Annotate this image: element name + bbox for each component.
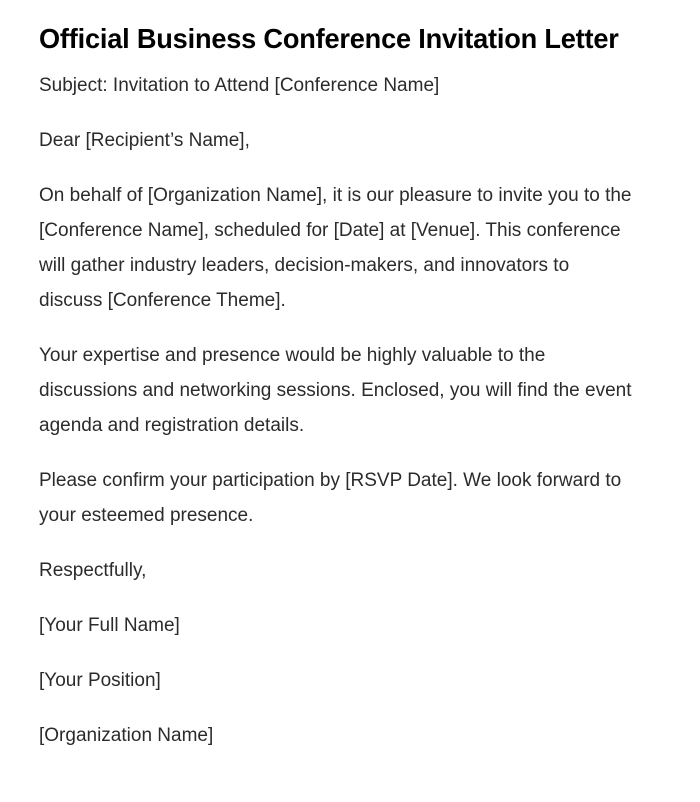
closing-salutation: Respectfully, [39,560,147,581]
signature-organization: [Organization Name] [39,725,214,746]
page-title: Official Business Conference Invitation Letter [39,23,619,54]
salutation: Dear [Recipient’s Name], [39,130,250,151]
body-paragraph-3: Please confirm your participation by [RSVP Date]. We look forward to your esteemed presence. [39,470,622,526]
body-paragraph-1: On behalf of [Organization Name], it is our pleasure to invite you to the [Conference Name], scheduled for [Date] at [Venue]. This conference will gather industry leaders, decision-makers, and innovators to discuss [Conference Theme]. [39,185,632,311]
subject-line: Subject: Invitation to Attend [Conference Name] [39,75,440,96]
letter-body [39,22,639,753]
body-paragraph-2: Your expertise and presence would be highly valuable to the discussions and networking sessions. Enclosed, you will find the event agenda and registration details. [39,345,632,436]
signature-position: [Your Position] [39,670,161,691]
signature-full-name: [Your Full Name] [39,615,180,636]
